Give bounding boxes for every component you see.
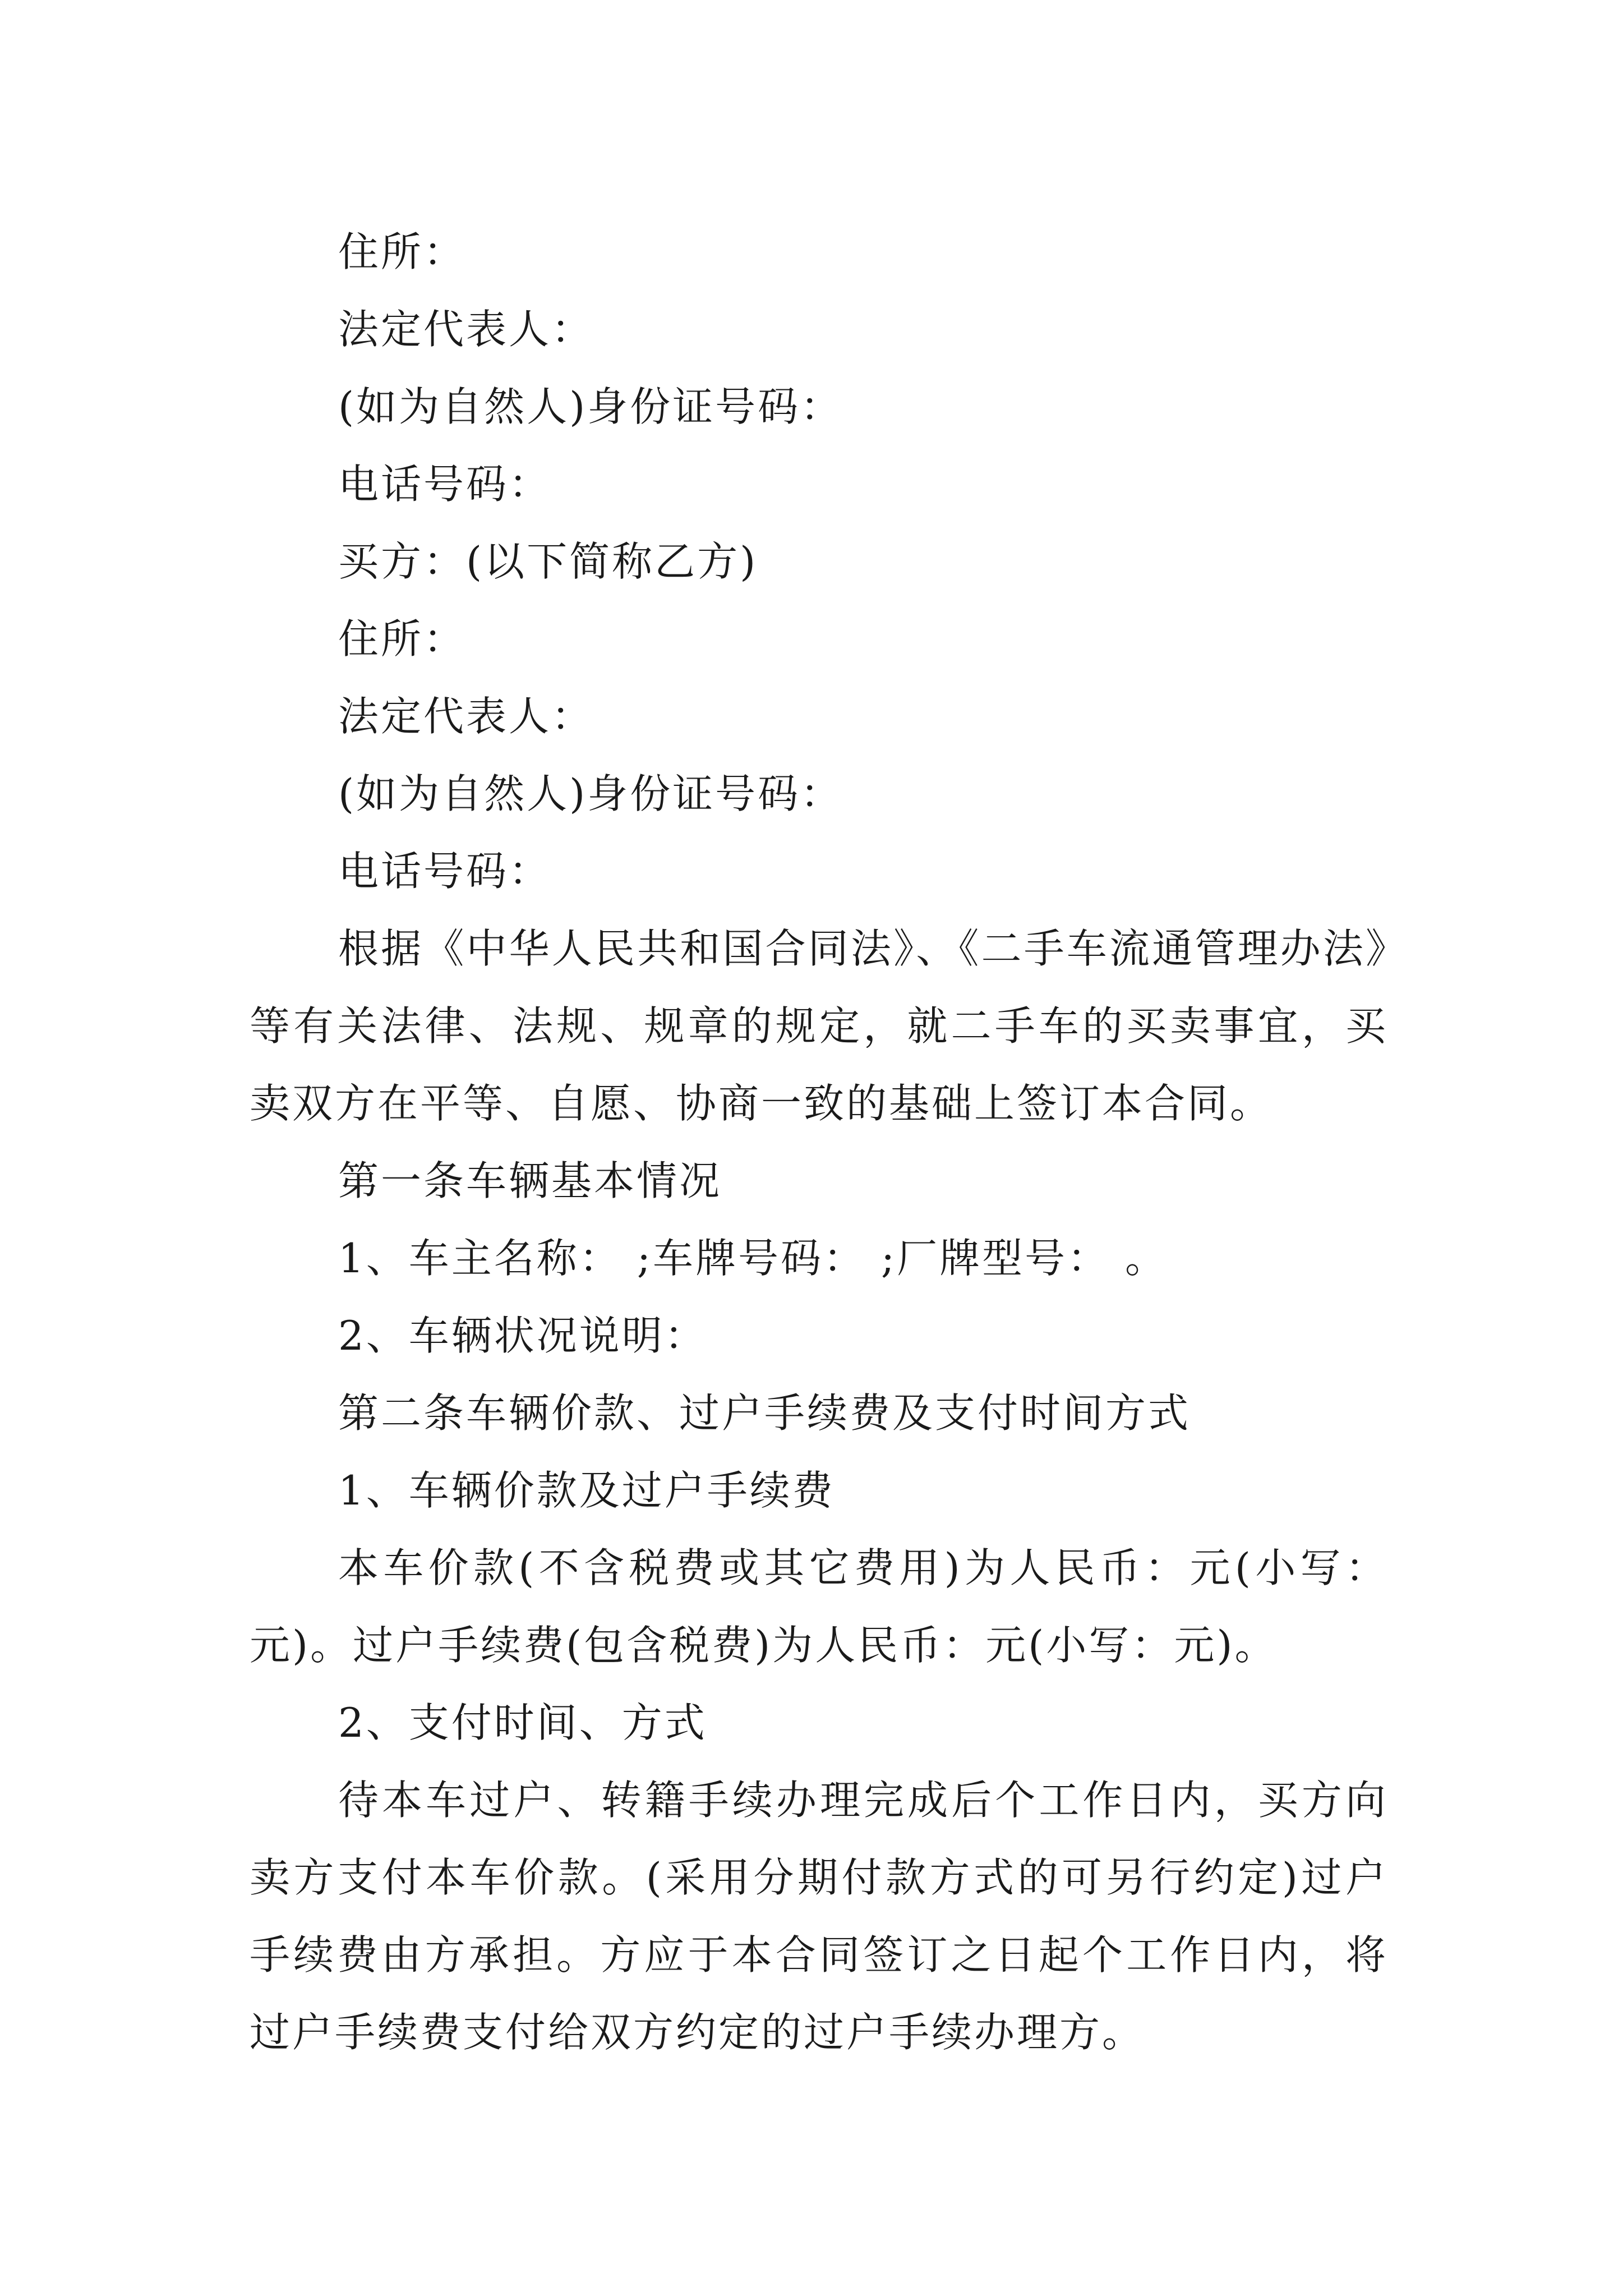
- article-2-item-1-title: 1、车辆价款及过户手续费: [338, 1467, 835, 1514]
- seller-address-line: 住所：: [338, 228, 467, 275]
- buyer-phone-line: 电话号码：: [338, 848, 552, 895]
- buyer-heading-line: 买方：(以下简称乙方): [338, 538, 758, 585]
- article-2-item-1-text: 本车价款(不含税费或其它费用)为人民币：元(小写：元)。过户手续费(包含税费)为人民币：元(小写：元)。: [250, 1544, 1388, 1669]
- seller-phone-line: 电话号码：: [338, 461, 552, 508]
- article-2-item-2-title: 2、支付时间、方式: [338, 1699, 707, 1746]
- intro-paragraph: 根据《中华人民共和国合同法》、《二手车流通管理办法》等有关法律、法规、规章的规定，就二手车的买卖事宜，买卖双方在平等、自愿、协商一致的基础上签订本合同。: [250, 925, 1388, 1127]
- buyer-legal-rep-line: 法定代表人：: [338, 693, 594, 740]
- article-1-item-1: 1、车主名称： ;车牌号码： ;厂牌型号： 。: [338, 1235, 1168, 1282]
- document-body: [250, 213, 1388, 2071]
- article-1-title: 第一条车辆基本情况: [338, 1157, 722, 1204]
- seller-id-number-line: (如为自然人)身份证号码：: [338, 383, 843, 430]
- article-2-item-2-text: 待本车过户、转籍手续办理完成后个工作日内，买方向卖方支付本车价款。(采用分期付款方式的可另行约定)过户手续费由方承担。方应于本合同签订之日起个工作日内，将过户手续费支付给双方约定的过户手续办理方。: [250, 1777, 1388, 2056]
- buyer-id-number-line: (如为自然人)身份证号码：: [338, 770, 843, 817]
- article-1-item-2: 2、车辆状况说明：: [338, 1312, 707, 1359]
- buyer-address-line: 住所：: [338, 615, 467, 662]
- article-2-title: 第二条车辆价款、过户手续费及支付时间方式: [338, 1389, 1191, 1437]
- seller-legal-rep-line: 法定代表人：: [338, 306, 594, 353]
